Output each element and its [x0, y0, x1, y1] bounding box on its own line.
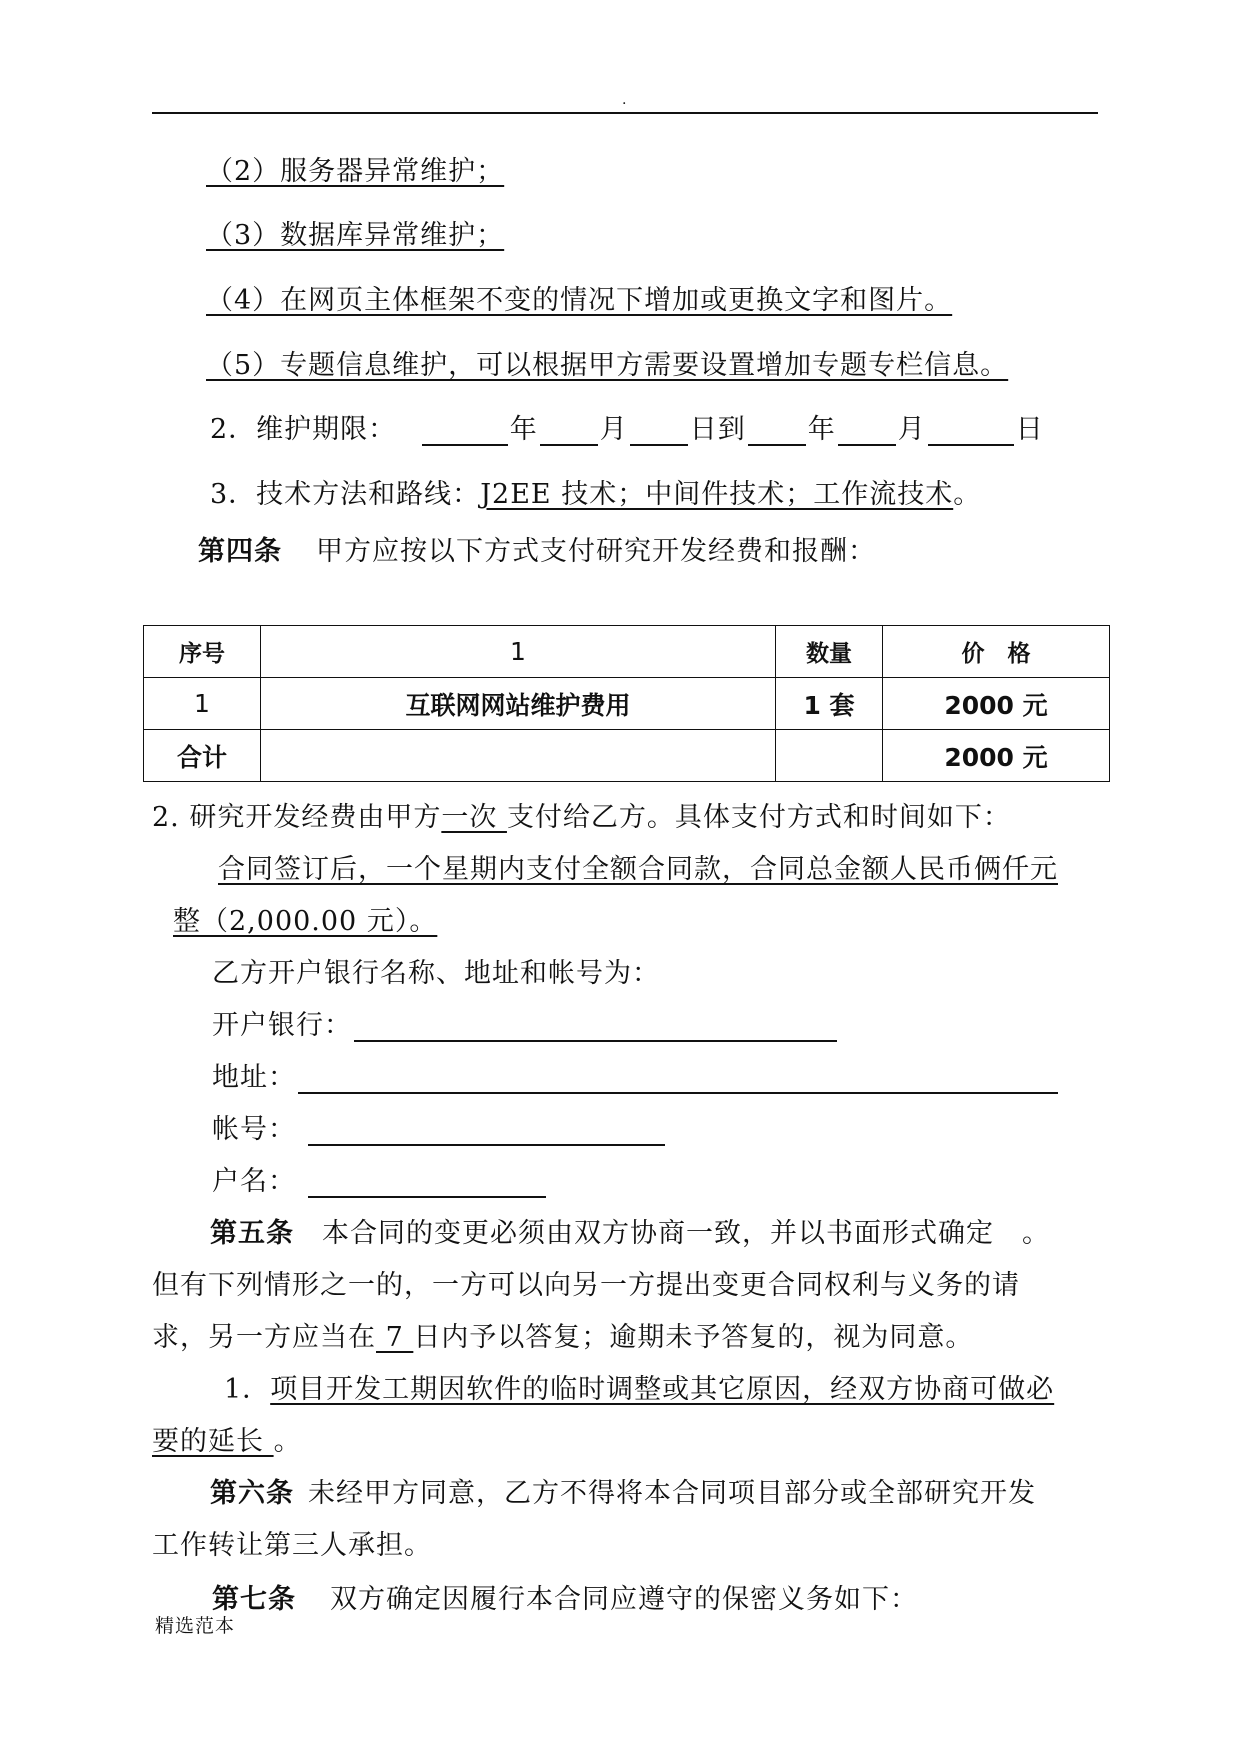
- article-5-days: 7: [376, 1322, 414, 1353]
- payment-method: [152, 802, 1011, 834]
- period-year-2: 年: [807, 414, 836, 445]
- bank-name-label: 开户银行：: [212, 1010, 352, 1041]
- bank-account-blank: [308, 1116, 665, 1146]
- article-5-item-1-text: 项目开发工期因软件的临时调整或其它原因，经双方协商可做必: [270, 1374, 1055, 1405]
- maintenance-item-4: （4）在网页主体框架不变的情况下增加或更换文字和图片。: [206, 285, 953, 316]
- fee-table: [143, 625, 1110, 782]
- header-rule: [152, 112, 1098, 114]
- bank-account-label: 帐号：: [212, 1114, 296, 1145]
- article-5-text-1: 本合同的变更必须由双方协商一致，并以书面形式确定 。: [322, 1218, 1050, 1249]
- article-6-line-2: 工作转让第三人承担。: [152, 1530, 432, 1561]
- article-7: [212, 1584, 918, 1616]
- period-day-2: 日: [1015, 414, 1044, 445]
- tech-value: J2EE 技术；中间件技术；工作流技术: [480, 479, 954, 510]
- payment-text-a: 2. 研究开发经费由甲方: [152, 802, 442, 833]
- article-7-text: 双方确定因履行本合同应遵守的保密义务如下：: [330, 1584, 918, 1615]
- maintenance-item-2: （2）服务器异常维护；: [206, 156, 505, 187]
- article-5-item-1-line-1: [224, 1374, 1054, 1406]
- payment-text-c: 支付给乙方。具体支付方式和时间如下：: [506, 802, 1011, 833]
- period-month-2: 月: [897, 414, 926, 445]
- cell-total-label: 合计: [144, 730, 261, 782]
- article-5-line-1: [210, 1218, 1050, 1250]
- tech-method: [210, 479, 981, 511]
- header-item: 1: [261, 626, 776, 678]
- blank-day-start: [630, 416, 688, 446]
- article-5-line-2: 但有下列情形之一的，一方可以向另一方提出变更合同权利与义务的请: [152, 1270, 1020, 1301]
- header-quantity: 数量: [776, 626, 883, 678]
- cell-price: 2000 元: [883, 678, 1110, 730]
- article-5-item-1-num: 1．: [224, 1374, 271, 1405]
- bank-holder-blank: [308, 1168, 546, 1198]
- period-year-1: 年: [509, 414, 538, 445]
- cell-total-item: [261, 730, 776, 782]
- payment-detail-line-2: 整（2,000.00 元）。: [173, 906, 438, 937]
- header-serial: 序号: [144, 626, 261, 678]
- blank-year-end: [748, 416, 806, 446]
- article-4-title: 第四条: [198, 536, 282, 567]
- maintenance-item-5: （5）专题信息维护，可以根据甲方需要设置增加专题专栏信息。: [206, 350, 1009, 381]
- maintenance-item-3: （3）数据库异常维护；: [206, 220, 505, 251]
- bank-address-row: [212, 1062, 1060, 1094]
- article-5-text-3c: 日内予以答复；逾期未予答复的，视为同意。: [413, 1322, 974, 1353]
- tech-end: 。: [953, 479, 982, 510]
- blank-year-start: [422, 416, 508, 446]
- period-month-1: 月: [599, 414, 628, 445]
- article-5-item-1-end: 。: [273, 1426, 302, 1457]
- article-5-title: 第五条: [210, 1218, 294, 1249]
- cell-item: 互联网网站维护费用: [261, 678, 776, 730]
- bank-account-row: [212, 1114, 667, 1146]
- payment-frequency: 一次: [441, 802, 507, 833]
- footer-label: 精选范本: [155, 1615, 236, 1637]
- article-5-line-3: [152, 1322, 973, 1354]
- bank-address-label: 地址：: [212, 1062, 296, 1093]
- maintenance-period: [210, 414, 1044, 446]
- blank-month-start: [540, 416, 598, 446]
- table-row: [144, 678, 1110, 730]
- cell-total-quantity: [776, 730, 883, 782]
- article-4: [198, 536, 876, 568]
- period-day-to: 日到: [689, 414, 746, 445]
- article-7-title: 第七条: [212, 1584, 296, 1615]
- fee-table-header-row: [144, 626, 1110, 678]
- bank-name-blank: [354, 1012, 837, 1042]
- cell-serial: 1: [144, 678, 261, 730]
- article-6-line-1: [210, 1478, 1036, 1510]
- header-price: 价 格: [883, 626, 1110, 678]
- article-5-item-1-line-2: [152, 1426, 302, 1458]
- blank-month-end: [838, 416, 896, 446]
- blank-day-end: [928, 416, 1014, 446]
- article-6-title: 第六条: [210, 1478, 294, 1509]
- period-label: 2．维护期限：: [210, 414, 397, 445]
- article-4-text: 甲方应按以下方式支付研究开发经费和报酬：: [316, 536, 876, 567]
- article-5-item-1-text-2: 要的延长: [152, 1426, 274, 1457]
- bank-address-blank: [298, 1064, 1058, 1094]
- tech-label: 3．技术方法和路线：: [210, 479, 481, 510]
- bank-name-row: [212, 1010, 839, 1042]
- cell-quantity: 1 套: [776, 678, 883, 730]
- header-dot: .: [622, 92, 627, 108]
- bank-holder-row: [212, 1166, 548, 1198]
- table-total-row: [144, 730, 1110, 782]
- article-5-text-3a: 求，另一方应当在: [152, 1322, 376, 1353]
- payment-detail-line-1: 合同签订后，一个星期内支付全额合同款，合同总金额人民币俩仟元: [218, 854, 1058, 885]
- bank-intro: 乙方开户银行名称、地址和帐号为：: [212, 958, 660, 989]
- article-6-text-1: 未经甲方同意，乙方不得将本合同项目部分或全部研究开发: [308, 1478, 1036, 1509]
- cell-total-price: 2000 元: [883, 730, 1110, 782]
- bank-holder-label: 户名：: [212, 1166, 296, 1197]
